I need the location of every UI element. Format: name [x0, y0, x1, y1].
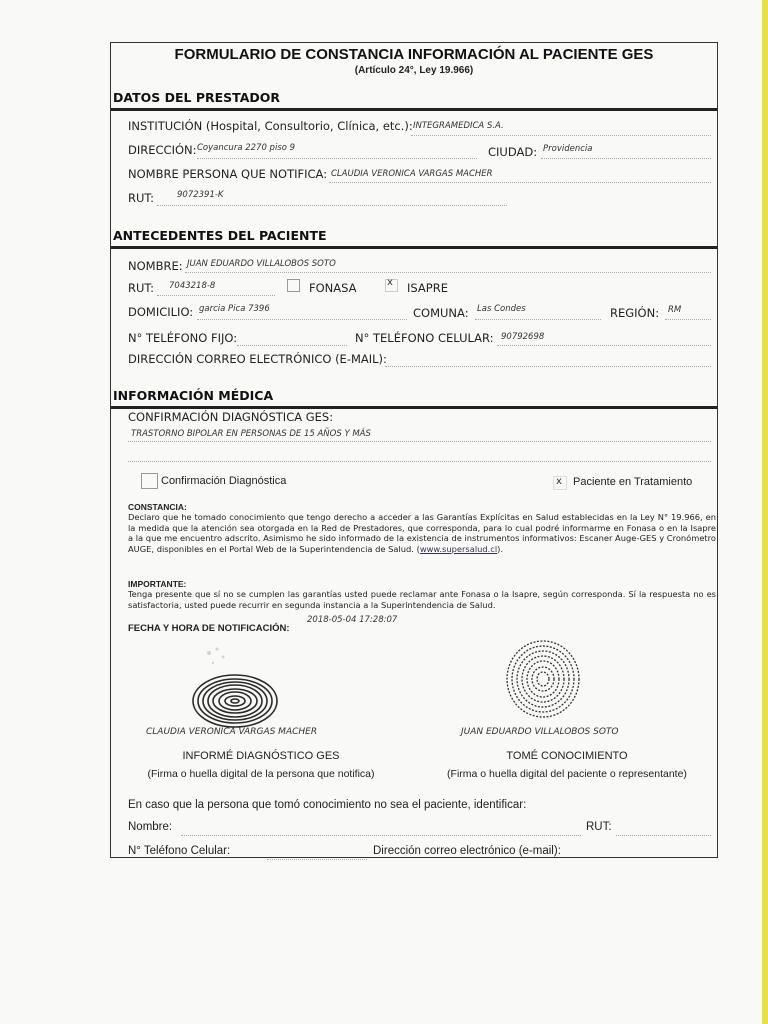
notifica-line	[329, 182, 711, 183]
representante-rut-label: RUT:	[586, 821, 612, 833]
constancia-title: CONSTANCIA:	[128, 502, 187, 512]
prestador-rut-label: RUT:	[128, 191, 155, 205]
direccion-line	[197, 158, 477, 159]
section-divider	[111, 246, 717, 249]
confirmacion-checkbox[interactable]	[141, 473, 158, 489]
constancia-body: Declaro que he tomado conocimiento que tengo derecho a acceder a las Garantías Explícitas en Salud establecidas en la Ley N° 19.966, en la medida que la atención sea otorgada en la Red de Prestadores, que corresponda, para lo cual podré informarme en Fonasa o en la Isapre a la que me encuentro adscrito. Asimismo he sido informado de la existencia de instrumentos informativos: Escaner Auge-GES y Cronómetro AUGE, disponibles en el Portal Web de la Superintendencia de Salud. (www.supersalud.cl).	[128, 512, 716, 554]
representante-rut-line	[616, 835, 711, 836]
representante-nombre-label: Nombre:	[128, 821, 173, 833]
fecha-label: FECHA Y HORA DE NOTIFICACIÓN:	[128, 623, 290, 634]
ciudad-value: Providencia	[543, 144, 593, 154]
form-subtitle: (Artículo 24°, Ley 19.966)	[354, 65, 474, 76]
paper-edge	[762, 0, 768, 1024]
comuna-value: Las Condes	[477, 304, 526, 314]
institucion-line	[411, 135, 711, 136]
diagnostico-line-2	[128, 461, 711, 462]
importante-text: Tenga presente que sí no se cumplen las garantías usted puede reclamar ante Fonasa o la Isapre, según corresponda. Sí la respuesta no es satisfactoria, usted puede recurrir en segunda instancia a la Superintendencia de Salud.	[128, 589, 716, 610]
diagnostico-line	[128, 441, 711, 442]
diagnostico-value: TRASTORNO BIPOLAR EN PERSONAS DE 15 AÑOS Y MÁS	[131, 429, 371, 439]
supersalud-link[interactable]: www.supersalud.cl	[419, 543, 498, 554]
isapre-checkbox[interactable]	[385, 279, 398, 292]
paciente-signature-caption: (Firma o huella digital del paciente o representante)	[447, 768, 687, 780]
tratamiento-checkbox[interactable]	[553, 476, 567, 490]
domicilio-value: garcia Pica 7396	[199, 304, 270, 314]
isapre-check-mark: x	[387, 277, 393, 288]
representante-telefono-line	[267, 859, 367, 860]
institucion-label: INSTITUCIÓN (Hospital, Consultorio, Clínica, etc.):	[128, 119, 413, 133]
importante-title: IMPORTANTE:	[128, 579, 187, 589]
representante-intro: En caso que la persona que tomó conocimiento no sea el paciente, identificar:	[128, 799, 527, 811]
isapre-label: ISAPRE	[407, 281, 448, 295]
section-medica: INFORMACIÓN MÉDICA	[113, 388, 274, 403]
telefono-fijo-line	[237, 345, 347, 346]
fecha-value: 2018-05-04 17:28:07	[307, 615, 398, 625]
region-value: RM	[668, 305, 682, 315]
ciudad-line	[541, 158, 711, 159]
tratamiento-option-label: Paciente en Tratamiento	[573, 476, 693, 488]
fingerprint-notifica	[183, 641, 313, 731]
confirmacion-option-label: Confirmación Diagnóstica	[161, 475, 287, 487]
representante-nombre-line	[181, 835, 581, 836]
direccion-label: DIRECCIÓN:	[128, 143, 197, 157]
fonasa-checkbox[interactable]	[287, 279, 300, 292]
fonasa-label: FONASA	[309, 281, 357, 295]
comuna-label: COMUNA:	[413, 306, 469, 320]
domicilio-label: DOMICILIO:	[128, 305, 194, 319]
paciente-rut-line	[157, 295, 275, 296]
paciente-rut-label: RUT:	[128, 281, 155, 295]
paciente-signature-name: JUAN EDUARDO VILLALOBOS SOTO	[461, 727, 619, 737]
confirmacion-label: CONFIRMACIÓN DIAGNÓSTICA GES:	[128, 410, 334, 424]
region-line	[665, 319, 711, 320]
notifica-label: NOMBRE PERSONA QUE NOTIFICA:	[128, 167, 328, 181]
domicilio-line	[197, 319, 407, 320]
comuna-line	[475, 319, 601, 320]
institucion-value: INTEGRAMEDICA S.A.	[413, 121, 504, 131]
prestador-rut-value: 9072391-K	[177, 190, 224, 200]
ges-form	[110, 42, 718, 858]
telefono-celular-label: N° TELÉFONO CELULAR:	[355, 331, 494, 345]
notifica-signature-name: CLAUDIA VERONICA VARGAS MACHER	[146, 727, 318, 737]
notifica-value: CLAUDIA VERONICA VARGAS MACHER	[331, 169, 493, 179]
ciudad-label: CIUDAD:	[488, 145, 538, 159]
telefono-celular-value: 90792698	[501, 332, 545, 342]
section-prestador: DATOS DEL PRESTADOR	[113, 90, 281, 105]
prestador-rut-line	[157, 205, 507, 206]
email-line	[385, 366, 711, 367]
fingerprint-paciente	[499, 639, 589, 731]
representante-telefono-label: N° Teléfono Celular:	[128, 845, 231, 857]
notifica-signature-title: INFORMÉ DIAGNÓSTICO GES	[182, 750, 340, 762]
region-label: REGIÓN:	[610, 306, 660, 320]
direccion-value: Coyancura 2270 piso 9	[197, 143, 296, 153]
telefono-celular-line	[497, 345, 711, 346]
section-divider	[111, 406, 717, 409]
section-divider	[111, 108, 717, 111]
section-paciente: ANTECEDENTES DEL PACIENTE	[113, 228, 327, 243]
paciente-nombre-line	[185, 272, 711, 273]
constancia-text: Declaro que he tomado conocimiento que tengo derecho a acceder a las Garantías Explícitas en Salud establecidas en la Ley N° 19.966, en la medida que la atención sea otorgada en la Red de Prestadores, que corresponda, para lo cual podré informarme en Fonasa o en la Isapre a la que me encuentro adscrito. Asimismo he sido informado de la existencia de instrumentos informativos: Escaner Auge-GES y Cronómetro AUGE, disponibles en el Portal Web de la Superintendencia de Salud.	[128, 512, 716, 554]
notifica-signature-caption: (Firma o huella digital de la persona que notifica)	[147, 768, 375, 780]
paciente-nombre-value: JUAN EDUARDO VILLALOBOS SOTO	[187, 259, 336, 269]
paciente-signature-title: TOMÉ CONOCIMIENTO	[506, 750, 628, 762]
tratamiento-check-mark: x	[556, 476, 562, 487]
paciente-rut-value: 7043218-8	[169, 281, 216, 291]
paciente-nombre-label: NOMBRE:	[128, 259, 183, 273]
email-label: DIRECCIÓN CORREO ELECTRÓNICO (E-MAIL):	[128, 352, 387, 366]
form-title: FORMULARIO DE CONSTANCIA INFORMACIÓN AL PACIENTE GES	[174, 46, 654, 63]
representante-email-label: Dirección correo electrónico (e-mail):	[373, 845, 561, 857]
telefono-fijo-label: N° TELÉFONO FIJO:	[128, 331, 238, 345]
